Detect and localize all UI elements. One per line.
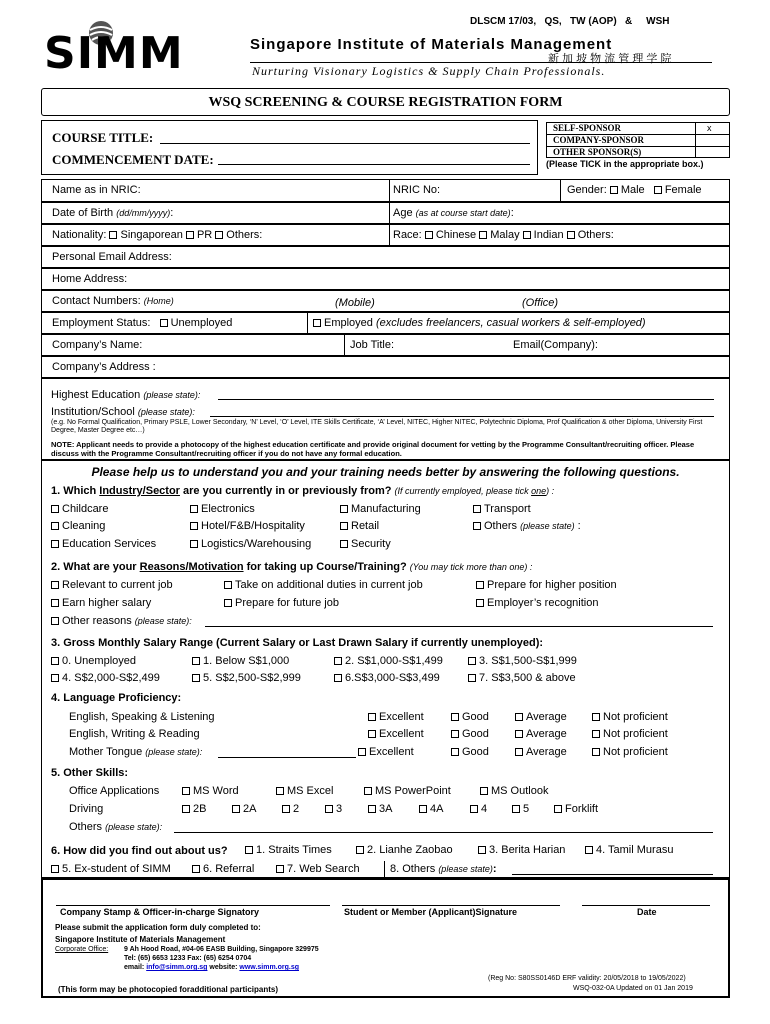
sponsor-option-self[interactable]: SELF-SPONSOR [553,123,622,133]
form-title: WSQ SCREENING & COURSE REGISTRATION FORM [208,95,563,110]
referral-checkbox[interactable] [192,865,200,873]
salary-2-checkbox[interactable] [334,657,342,665]
sponsor-note: (Please TICK in the appropriate box.) [546,159,704,169]
other-reasons-label: Other reasons [62,615,132,627]
hotel-checkbox[interactable] [190,522,198,530]
institute-name: Singapore Institute of Materials Management [55,935,226,944]
stamp-signature-line[interactable] [56,905,330,906]
dob-label: Date of Birth [52,207,114,219]
licence-5-checkbox[interactable] [512,805,520,813]
date-line[interactable] [582,905,710,906]
straits-times-checkbox[interactable] [245,846,253,854]
others-nationality-checkbox[interactable] [215,231,223,239]
employment-status-label: Employment Status: [52,317,151,329]
speaking-good-checkbox[interactable] [451,713,459,721]
retail-checkbox[interactable] [340,522,348,530]
electronics-label: Electronics [201,503,255,515]
company-name-label: Company’s Name: [52,339,143,351]
highest-education-field[interactable] [218,399,714,400]
male-label: Male [620,184,645,196]
office-phone: Tel: (65) 6653 1233 Fax: (65) 6254 0704 [124,955,252,962]
stamp-label: Company Stamp & Officer-in-charge Signatory [60,907,260,917]
org-tagline: Nurturing Visionary Logistics & Supply Chain Professionals. [252,64,606,78]
office-address: 9 Ah Hood Road, #04-06 EASB Building, Singapore 329975 [124,946,319,953]
writing-good-checkbox[interactable] [451,730,459,738]
employed-hint: (excludes freelancers, casual workers & self-employed) [375,317,646,329]
home-address-label: Home Address: [52,273,128,285]
licence-4a-checkbox[interactable] [419,805,427,813]
photocopy-note: (This form may be photocopied foradditional participants) [58,985,279,994]
ms-excel-checkbox[interactable] [276,787,284,795]
licence-2b-checkbox[interactable] [182,805,190,813]
salary-6-label: 6.S$3,000-S$3,499 [345,672,440,684]
web-search-checkbox[interactable] [276,865,284,873]
berita-harian-checkbox[interactable] [478,846,486,854]
office-phone-hint: (Office) [522,297,559,309]
commencement-date-field[interactable] [218,164,530,165]
additional-duties-checkbox[interactable] [224,581,232,589]
other-reasons-checkbox[interactable] [51,617,59,625]
education-services-label: Education Services [62,538,157,550]
website-link[interactable]: www.simm.org.sg [239,964,300,971]
lang-row-writing: English, Writing & Reading [69,728,200,740]
company-email-label: Email(Company): [513,339,598,351]
others-nationality-label: Others: [226,229,263,241]
logistics-label: Logistics/Warehousing [201,538,312,550]
salary-2-label: 2. S$1,000-S$1,499 [345,655,443,667]
q6-title: 6. How did you find out about us? [51,845,228,857]
company-address-label: Company’s Address : [52,361,156,373]
date-label: Date [637,907,657,917]
salary-5-label: 5. S$2,500-S$2,999 [203,672,301,684]
cleaning-checkbox[interactable] [51,522,59,530]
corporate-office-label: Corporate Office: [55,946,109,953]
mt-good-checkbox[interactable] [451,748,459,756]
office-apps-label: Office Applications [69,785,160,797]
salary-5-checkbox[interactable] [192,674,200,682]
writing-excellent-checkbox[interactable] [368,730,376,738]
employed-label: Employed [324,317,373,329]
security-label: Security [351,538,391,550]
other-source-field[interactable] [512,874,713,875]
q1-title: 1. Which Industry/Sector are you currently in or previously from? (If currently employed, please tick one) : [51,485,555,497]
form-version: WSQ-032-0A Updated on 01 Jan 2019 [573,985,693,992]
female-label: Female [664,184,702,196]
speaking-average-checkbox[interactable] [515,713,523,721]
forklift-checkbox[interactable] [554,805,562,813]
logo-letters: SIMM [44,28,184,79]
office-contact: email: info@simm.org.sg website: www.simm.org.sg [124,964,300,971]
higher-salary-label: Earn higher salary [62,597,152,609]
ms-powerpoint-checkbox[interactable] [364,787,372,795]
highest-education-hint: (please state): [143,390,201,400]
others-industry-checkbox[interactable] [473,522,481,530]
salary-1-label: 1. Below S$1,000 [203,655,290,667]
other-skills-field[interactable] [174,832,713,833]
mobile-phone-hint: (Mobile) [335,297,375,309]
salary-0-label: 0. Unemployed [62,655,136,667]
dob-hint: (dd/mm/yyyy) [116,208,171,218]
cleaning-label: Cleaning [62,520,106,532]
singaporean-label: Singaporean [120,229,183,241]
childcare-label: Childcare [62,503,109,515]
lang-row-mother-tongue: Mother Tongue (please state): [69,746,203,758]
sponsor-option-other[interactable]: OTHER SPONSOR(S) [553,147,642,157]
q2-title: 2. What are your Reasons/Motivation for taking up Course/Training? (You may tick more than one) : [51,561,533,573]
electronics-checkbox[interactable] [190,505,198,513]
female-checkbox[interactable] [654,186,662,194]
lang-row-speaking: English, Speaking & Listening [69,711,215,723]
additional-duties-label: Take on additional duties in current job [235,579,423,591]
higher-position-label: Prepare for higher position [487,579,617,591]
personal-email-label: Personal Email Address: [52,251,172,263]
salary-7-checkbox[interactable] [468,674,476,682]
applicant-signature-line[interactable] [342,905,560,906]
highest-education-label: Highest Education [51,389,141,401]
course-title-field[interactable] [160,143,530,144]
speaking-not-proficient-checkbox[interactable] [592,713,600,721]
future-job-label: Prepare for future job [235,597,339,609]
contact-numbers-label: Contact Numbers: [52,295,141,307]
email-link[interactable]: info@simm.org.sg [146,964,208,971]
ms-word-checkbox[interactable] [182,787,190,795]
home-phone-hint: (Home) [143,296,174,306]
institution-hint: (please state): [137,407,195,417]
relevant-job-label: Relevant to current job [62,579,173,591]
institution-field[interactable] [210,416,714,417]
name-label: Name as in NRIC: [52,184,141,196]
malay-checkbox[interactable] [479,231,487,239]
indian-checkbox[interactable] [523,231,531,239]
employer-recognition-checkbox[interactable] [476,599,484,607]
mt-not-proficient-checkbox[interactable] [592,748,600,756]
higher-salary-checkbox[interactable] [51,599,59,607]
race-label: Race: [393,229,422,241]
nric-label: NRIC No: [393,184,441,196]
licence-2a-checkbox[interactable] [232,805,240,813]
mt-average-checkbox[interactable] [515,748,523,756]
transport-label: Transport [484,503,531,515]
applicant-signature-label: Student or Member (Applicant)Signature [344,907,518,917]
salary-0-checkbox[interactable] [51,657,59,665]
org-chinese-name: 新 加 坡 物 流 管 理 学 院 [548,53,672,65]
q5-title: 5. Other Skills: [51,767,129,779]
chinese-checkbox[interactable] [425,231,433,239]
ex-student-checkbox[interactable] [51,865,59,873]
job-title-label: Job Title: [350,339,395,351]
manufacturing-checkbox[interactable] [340,505,348,513]
commencement-date-label: COMMENCEMENT DATE: [52,152,214,167]
other-skills-hint: (please state): [105,822,163,832]
writing-average-checkbox[interactable] [515,730,523,738]
future-job-checkbox[interactable] [224,599,232,607]
pr-checkbox[interactable] [186,231,194,239]
writing-not-proficient-checkbox[interactable] [592,730,600,738]
education-note: NOTE: Applicant needs to provide a photocopy of the highest education certificate and provide original document for vetting by the Programme Consultant/recruiting officer. Please discuss with the Programme Consultant/recruiting officer if you do not have any formal education. [51,440,695,458]
registration-number: (Reg No: S80SS0146D ERF validity: 20/05/2018 to 19/05/2022) [488,975,686,982]
education-services-checkbox[interactable] [51,540,59,548]
retail-label: Retail [351,520,380,532]
employed-checkbox[interactable] [313,319,321,327]
childcare-checkbox[interactable] [51,505,59,513]
relevant-job-checkbox[interactable] [51,581,59,589]
ms-outlook-checkbox[interactable] [480,787,488,795]
age-hint: (as at course start date) [415,208,511,218]
logistics-checkbox[interactable] [190,540,198,548]
mt-excellent-checkbox[interactable] [358,748,366,756]
other-source-hint: (please state) [438,864,493,874]
transport-checkbox[interactable] [473,505,481,513]
simm-logo [44,18,234,78]
unemployed-label: Unemployed [170,317,233,329]
salary-7-label: 7. S$3,500 & above [479,672,576,684]
org-name: Singapore Institute of Materials Management [250,36,613,53]
other-source-label: 8. Others [390,863,436,875]
security-checkbox[interactable] [340,540,348,548]
course-title-label: COURSE TITLE: [52,130,154,145]
others-race-checkbox[interactable] [567,231,575,239]
q4-title: 4. Language Proficiency: [51,692,182,704]
salary-4-label: 4. S$2,000-S$2,499 [62,672,160,684]
driving-label: Driving [69,803,104,815]
employer-recognition-label: Employer’s recognition [487,597,599,609]
salary-1-checkbox[interactable] [192,657,200,665]
licence-2-checkbox[interactable] [282,805,290,813]
singaporean-checkbox[interactable] [109,231,117,239]
salary-4-checkbox[interactable] [51,674,59,682]
survey-heading: Please help us to understand you and your training needs better by answering the following questions. [91,465,680,479]
pr-label: PR [196,229,213,241]
speaking-excellent-checkbox[interactable] [368,713,376,721]
others-industry-label: Others [484,520,518,532]
mother-tongue-field[interactable] [218,757,356,758]
malay-label: Malay [490,229,520,241]
salary-3-checkbox[interactable] [468,657,476,665]
other-reasons-field[interactable] [205,626,713,627]
nationality-label: Nationality: [52,229,107,241]
unemployed-checkbox[interactable] [160,319,168,327]
institution-label: Institution/School [51,406,135,418]
indian-label: Indian [533,229,564,241]
manufacturing-label: Manufacturing [351,503,421,515]
licence-3a-checkbox[interactable] [368,805,376,813]
q3-title: 3. Gross Monthly Salary Range (Current Salary or Last Drawn Salary if currently unemployed): [51,637,544,649]
document-reference: DLSCM 17/03, QS, TW (AOP) & WSH [470,16,670,27]
other-skills-label: Others [69,821,103,833]
sponsor-self-tick[interactable]: x [707,123,712,133]
age-label: Age [393,207,413,219]
sponsor-option-company[interactable]: COMPANY-SPONSOR [553,135,645,145]
licence-4-checkbox[interactable] [470,805,478,813]
survey-section [41,460,730,878]
chinese-label: Chinese [435,229,477,241]
salary-3-label: 3. S$1,500-S$1,999 [479,655,577,667]
salary-6-checkbox[interactable] [334,674,342,682]
licence-3-checkbox[interactable] [325,805,333,813]
lianhe-zaobao-checkbox[interactable] [356,846,364,854]
other-reasons-hint: (please state): [134,616,192,626]
higher-position-checkbox[interactable] [476,581,484,589]
tamil-murasu-checkbox[interactable] [585,846,593,854]
submit-instruction: Please submit the application form duly completed to: [55,923,261,932]
hotel-label: Hotel/F&B/Hospitality [201,520,305,532]
male-checkbox[interactable] [610,186,618,194]
gender-label: Gender: [567,184,607,196]
others-industry-hint: (please state) [520,521,575,531]
education-examples: (e.g. No Formal Qualification, Primary PSLE, Lower Secondary, ‘N’ Level, ‘O’ Level, ITE Skills Certificate, ‘A’ Level, NITEC, Higher NITEC, Polytechnic Diploma, Prof Qualification & other Diploma, University First Degree, Master Degree etc…) [51,419,703,434]
others-race-label: Others: [577,229,614,241]
